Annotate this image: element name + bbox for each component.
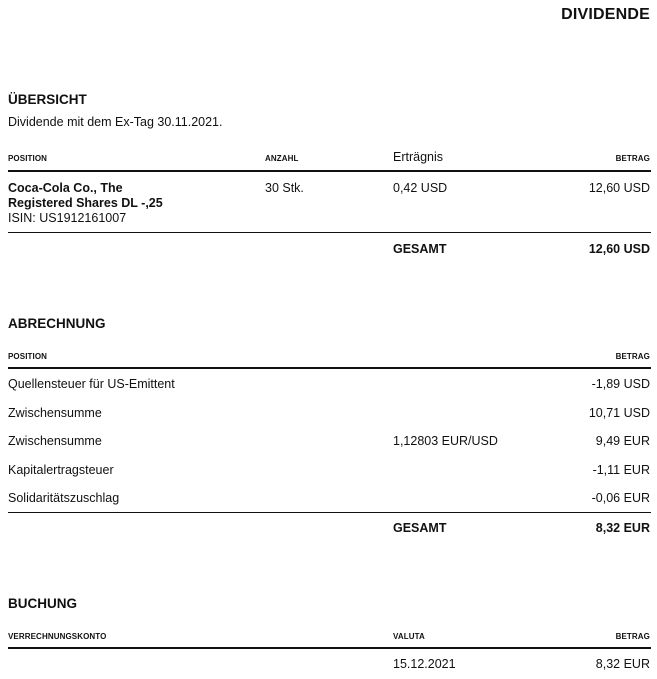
overview-subtitle: Dividende mit dem Ex-Tag 30.11.2021. [8,115,223,129]
settlement-row-exchange-rate: 1,12803 EUR/USD [393,434,498,448]
overview-position-name-line1: Coca-Cola Co., The [8,181,123,195]
booking-header-rule [8,647,651,649]
settlement-row-amount: 10,71 USD [588,406,650,420]
overview-header-rule [8,170,651,172]
overview-total-rule [8,232,651,233]
overview-total-label: GESAMT [393,242,447,256]
settlement-row-amount: -1,89 USD [591,377,650,391]
booking-header-account: VERRECHNUNGSKONTO [8,632,107,641]
settlement-section-title: ABRECHNUNG [8,316,106,331]
overview-position-name-line2: Registered Shares DL -,25 [8,196,163,210]
document-title: DIVIDENDE [561,6,650,23]
booking-section-title: BUCHUNG [8,596,77,611]
booking-header-amount: BETRAG [615,632,650,641]
settlement-header-amount: BETRAG [615,352,650,361]
settlement-total-value: 8,32 EUR [595,521,650,535]
settlement-total-rule [8,512,651,513]
settlement-row-amount: -1,11 EUR [592,463,650,477]
overview-header-yield: Erträgnis [393,150,444,164]
overview-header-position: POSITION [8,154,48,163]
settlement-header-position: POSITION [8,352,48,361]
settlement-row-label: Solidaritätszuschlag [8,491,120,505]
overview-total-value: 12,60 USD [588,242,650,256]
settlement-row-amount: -0,06 EUR [591,491,650,505]
booking-header-valuta: VALUTA [393,632,425,641]
overview-position-isin: ISIN: US1912161007 [8,211,127,225]
overview-header-quantity: ANZAHL [265,154,299,163]
settlement-header-rule [8,367,651,369]
overview-header-amount: BETRAG [615,154,650,163]
settlement-row-amount: 9,49 EUR [595,434,650,448]
overview-quantity: 30 Stk. [265,181,304,195]
booking-amount: 8,32 EUR [595,657,650,671]
settlement-row-label: Quellensteuer für US-Emittent [8,377,175,391]
overview-amount: 12,60 USD [588,181,650,195]
settlement-row-label: Zwischensumme [8,434,102,448]
overview-yield: 0,42 USD [393,181,448,195]
settlement-total-label: GESAMT [393,521,447,535]
settlement-row-label: Kapitalertragsteuer [8,463,114,477]
settlement-row-label: Zwischensumme [8,406,102,420]
booking-valuta: 15.12.2021 [393,657,456,671]
overview-section-title: ÜBERSICHT [8,92,87,107]
